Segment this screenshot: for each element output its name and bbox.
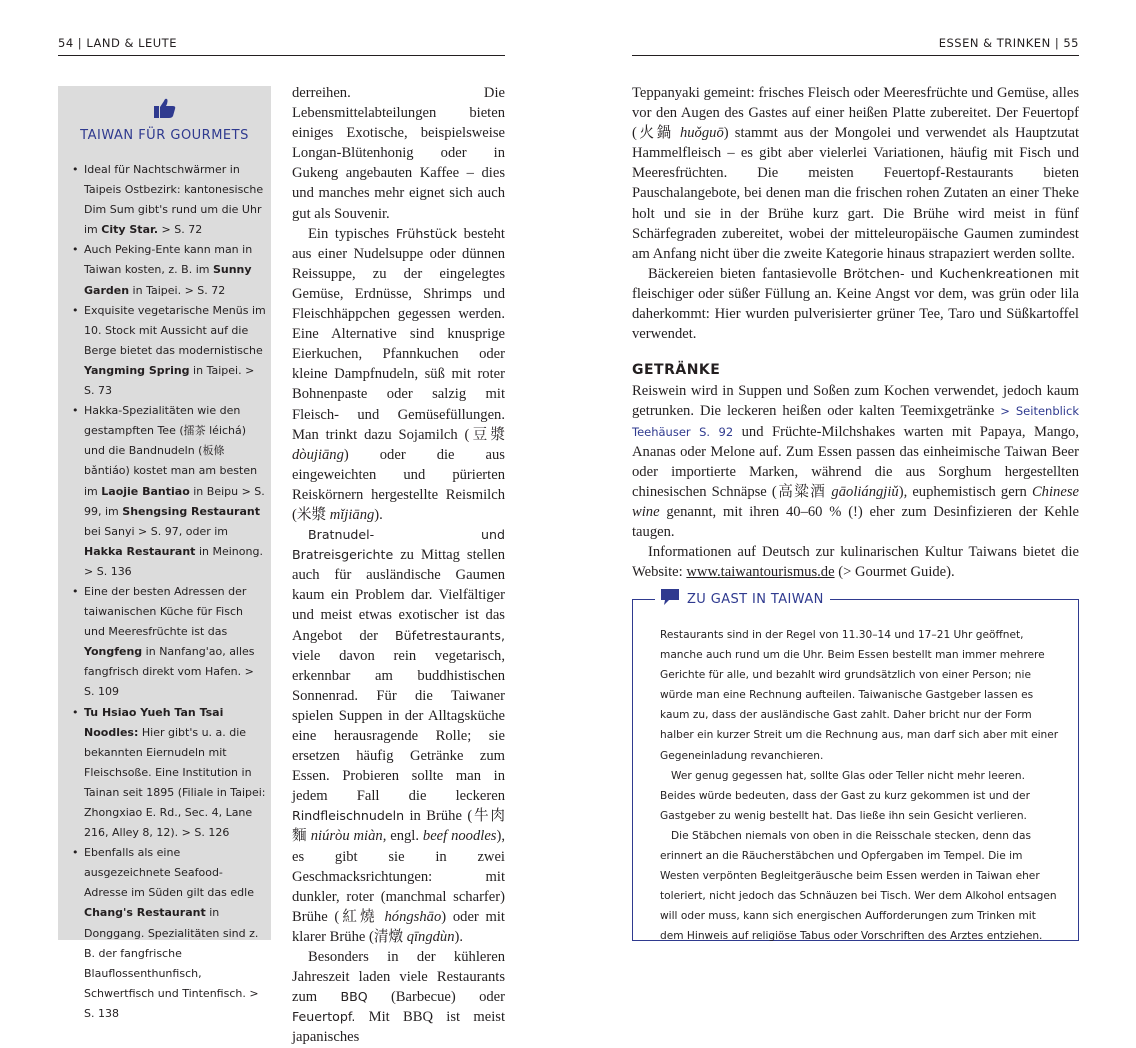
paragraph: Ein typisches Frühstück besteht aus einer Nudelsuppe oder dünnen Reissuppe, zu der eingelegtes Gemüse, Erdnüsse, Shrimps und Fleischhäppchen gegessen werden. Eine Alternative sind knusprige Eierkuchen, Pfannkuchen oder kleine Dampfnudeln, süß mit roter Bohnenpaste oder salzig mit Fleisch- und Gemüsefüllungen. Man trinkt dazu Sojamilch (豆漿 dòujiāng) oder die aus eingeweichten und pürierten Reiskörnern hergestellte Reismilch (米漿 mǐjiāng).: [292, 225, 505, 523]
body-column-left-page: [292, 83, 505, 1048]
paragraph: Bäckereien bieten fantasievolle Brötchen- und Kuchenkreationen mit fleischiger oder süßer Füllung an. Keine Angst vor dem, was grün oder lila daherkommt: Hier wurden pulverisierter grüner Tee, Taro und Süßkartoffel verwendet.: [632, 265, 1080, 343]
gourmet-sidebar: [58, 86, 271, 1020]
list-item: • Ideal für Nachtschwärmer in Taipeis Ostbezirk: kantonesische Dim Sum gibt's rund um die Uhr im City Star. > S. 72: [70, 160, 266, 240]
page-header-left: 54 | LAND & LEUTE: [58, 36, 177, 50]
list-item: • Tu Hsiao Yueh Tan Tsai Noodles: Hier gibt's u. a. die bekannten Eiernudeln mit Fleischsoße. Eine Institution in Tainan seit 1895 (Filiale in Taipei: Zhongxiao E. Rd., Sec. 4, Lane 216, Alley 8, 12). > S. 126: [70, 703, 266, 844]
list-item: • Hakka-Spezialitäten wie den gestampften Tee (擂茶 léichá) und die Bandnudeln (板條 bǎntiáo) kostet man am besten im Laojie Bantiao in Beipu > S. 99, im Shengsing Restaurant bei Sanyi > S. 97, oder im Hakka Restaurant in Meinong. > S. 136: [70, 401, 266, 582]
header-rule-left: [58, 55, 505, 56]
paragraph: Reiswein wird in Suppen und Soßen zum Kochen verwendet, jedoch kaum getrunken. Die leckeren heißen oder kalten Teemixgetränke > Seitenblick Teehäuser S. 92 und Früchte-Milchshakes warten mit Papaya, Mango, Ananas oder Melone auf. Zum Essen passen das einheimische Taiwan Beer oder importierte Marken, während die aus Sorghum hergestellten chinesischen Schnäpse (高粱酒 gāoliángjiǔ), euphemistisch gern Chinese wine genannt, mit ihren 40–60 % (!) eher zum Desinfizieren der Kehle taugen.: [632, 383, 1079, 540]
thumbs-up-icon: [154, 98, 176, 123]
list-item: • Auch Peking-Ente kann man in Taiwan kosten, z. B. im Sunny Garden in Taipei. > S. 72: [70, 240, 266, 300]
page-header-right: ESSEN & TRINKEN | 55: [938, 36, 1079, 50]
info-box: [632, 591, 1079, 943]
cross-reference-link[interactable]: > Seitenblick Teehäuser S. 92: [632, 404, 1079, 439]
paragraph: derreihen. Die Lebensmittelabteilungen bieten einiges Exotische, beispielsweise Longan-Blütenhonig oder in Gukeng angebauten Kaffee – dies und manches mehr eignet sich auch gut als Souvenir.: [292, 85, 505, 222]
list-item: • Exquisite vegetarische Menüs im 10. Stock mit Aussicht auf die Berge bietet das modernistische Yangming Spring in Taipei. > S. 73: [70, 301, 266, 401]
section-heading: GETRÄNKE: [632, 362, 721, 379]
paragraph: Wer genug gegessen hat, sollte Glas oder Teller nicht mehr leeren. Beides würde bedeuten, dass der Gast zu kurz gekommen ist und der Gastgeber zu wenig bestellt hat. Das ließe ihn sein Gesicht verlieren.: [660, 769, 1030, 822]
header-rule-right: [632, 55, 1079, 56]
sidebar-list: [70, 160, 266, 1024]
info-box-title: ZU GAST IN TAIWAN: [687, 591, 824, 607]
list-item: • Eine der besten Adressen der taiwanischen Küche für Fisch und Meeresfrüchte ist das Yongfeng in Nanfang'ao, alles fangfrisch direkt vom Hafen. > S. 109: [70, 582, 266, 703]
body-column-right-page: [632, 83, 1079, 582]
paragraph: Teppanyaki gemeint: frisches Fleisch oder Meeresfrüchte und Gemüse, alles vor den Augen des Gastes auf einer heißen Platte zubereitet. Der Feuertopf (火鍋 huǒguō) stammt aus der Mongolei und verwendet als Hauptzutat Hammelfleisch – es gibt aber vielerlei Variationen, häufig mit Fisch und Meeresfrüchten. Die meisten Feuertopf-Restaurants bieten Pauschalangebote, bei denen man die frischen rohen Zutaten an einer Theke holt und sie in der Brühe kurz gart. Die Brühe wird meist in fünf Schärfegraden zubereitet, wobei der mitteleuropäische Gaumen zumindest am Anfang nicht über die zweite Kategorie hinaus strapaziert werden sollte.: [632, 85, 1079, 262]
sidebar-title: TAIWAN FÜR GOURMETS: [80, 128, 249, 143]
speech-bubble-icon: [661, 589, 687, 609]
info-box-header: [655, 589, 830, 609]
paragraph: Die Stäbchen niemals von oben in die Reisschale stecken, denn das erinnert an die Räucherstäbchen und Opfergaben im Tempel. Die im Westen verpönten Begleitgeräusche beim Essen werden in Taiwan eher toleriert, nicht jedoch das Schnäuzen bei Tisch. Wer dem Alkohol entsagen will oder muss, kann sich energischen Aufforderungen zum Trinken mit dem Hinweis auf religiöse Tabus oder Vorschriften des Arztes entziehen.: [660, 829, 1057, 943]
paragraph: Bratnudel- und Bratreisgerichte zu Mittag stellen auch für ausländische Gaumen kaum ein Problem dar. Vielfältiger und meist etwas exotischer ist das Angebot der Büfetrestaurants, viele davon rein vegetarisch, erkennbar am buddhistischen Sonnenrad. Für die Taiwaner spielen Suppen in der Alltagsküche eine herausragende Rolle; sie ersetzen häufig Getränke zum Essen. Probieren sollte man in jedem Fall die leckeren Rindfleischnudeln in Brühe (牛肉麵 niúròu miàn, engl. beef noodles), es gibt sie in zwei Geschmacksrichtungen: mit dunkler, roter (manchmal scharfer) Brühe (紅燒 hóngshāo) oder mit klarer Brühe (清燉 qīngdùn).: [292, 527, 506, 945]
list-item: • Ebenfalls als eine ausgezeichnete Seafood-Adresse im Süden gilt das edle Chang's Restaurant in Donggang. Spezialitäten sind z. B. der fangfrische Blauflossenthunfisch, Schwertfisch und Tintenfisch. > S. 138: [70, 843, 266, 1024]
website-link[interactable]: www.taiwantourismus.de: [686, 564, 835, 581]
paragraph: Informationen auf Deutsch zur kulinarischen Kultur Taiwans bietet die Website: www.taiwantourismus.de (> Gourmet Guide).: [632, 544, 1079, 581]
paragraph: Restaurants sind in der Regel von 11.30–14 und 17–21 Uhr geöffnet, manche auch rund um die Uhr. Beim Essen bestellt man immer mehrere Gerichte für alle, und bezahlt wird grundsätzlich von einer Person; nie würde man eine Rechnung aufteilen. Taiwanische Gastgeber lassen es kaum zu, dass der ausländische Gast zahlt. Daher bricht nur der Form halber ein kurzer Streit um die Rechnung aus, man darf sich aber mit einer Gegeneinladung revanchieren.: [660, 629, 1059, 762]
paragraph: Besonders in der kühleren Jahreszeit laden viele Restaurants zum BBQ (Barbecue) oder Feuertopf. Mit BBQ ist meist japanisches: [292, 949, 505, 1046]
info-box-body: [660, 625, 1062, 947]
